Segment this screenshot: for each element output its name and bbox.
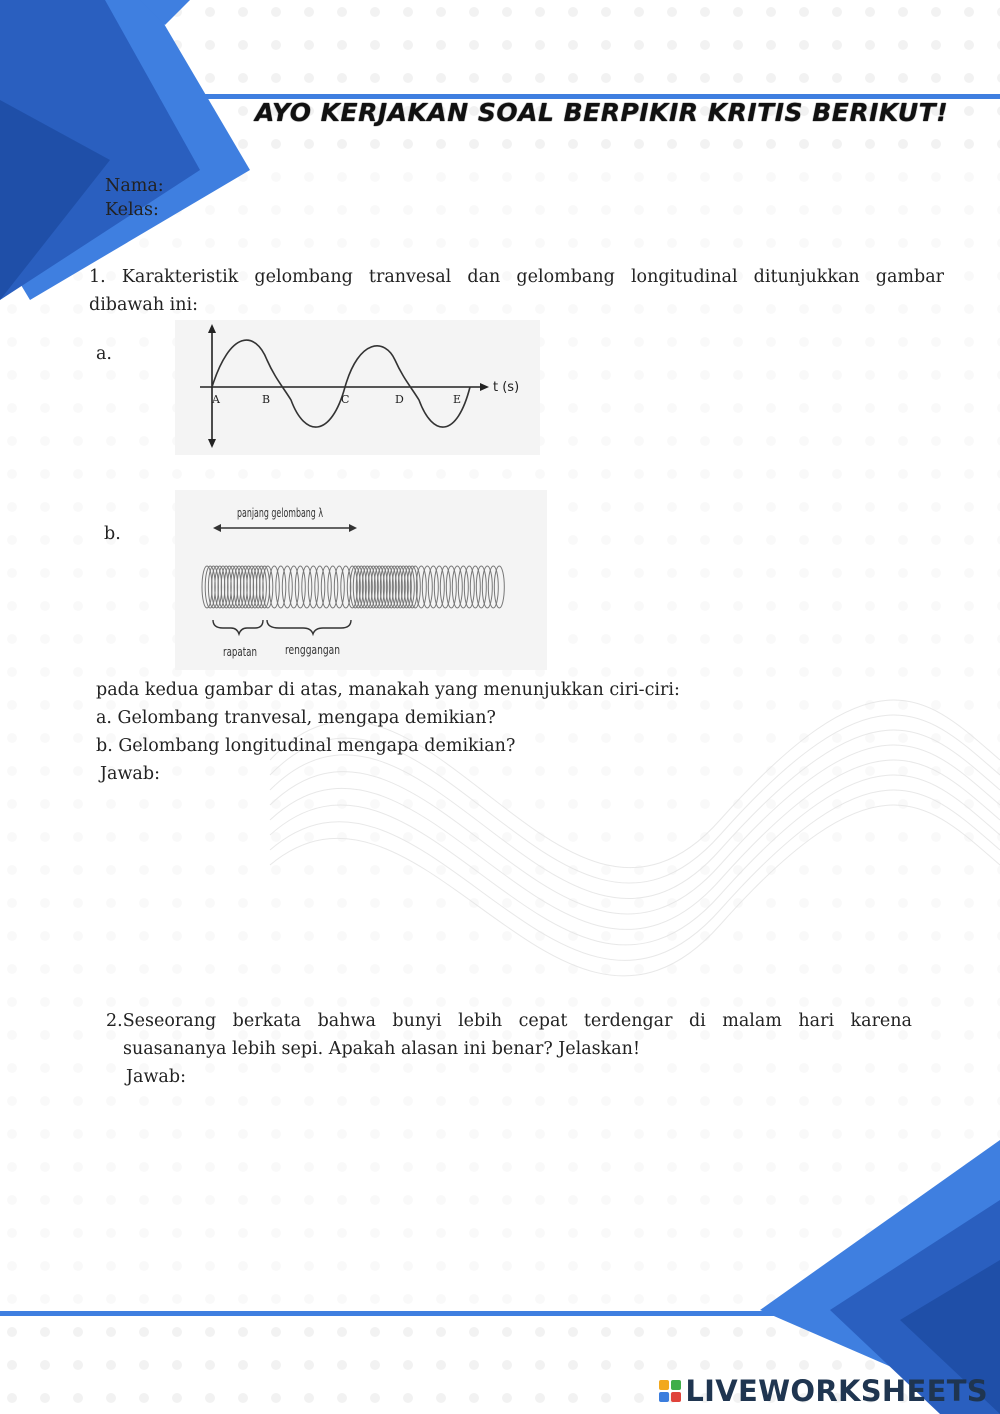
longitudinal-wave-graph [175,490,547,670]
spring-coil [440,566,450,608]
question2-text-line2: suasananya lebih sepi. Apakah alasan ini benar? Jelaskan! [123,1039,640,1059]
spring-coils [202,566,504,608]
spring-coil [482,566,492,608]
spring-coil [353,566,363,608]
spring-coil [458,566,468,608]
question2-text-line1: 2.Seseorang berkata bahwa bunyi lebih cepat terdengar di malam hari karena [106,1011,912,1031]
spring-coil [334,566,344,608]
point-label-b: B [262,393,271,406]
spring-coil [464,566,474,608]
transverse-wave-figure [175,320,540,455]
spring-coil [422,566,432,608]
spring-coil [282,566,292,608]
spring-coil [269,566,279,608]
spring-coil [350,566,360,608]
point-label-c: C [341,393,350,406]
question1-prompt: pada kedua gambar di atas, manakah yang menunjukkan ciri-ciri: [96,680,680,700]
spring-coil [276,566,286,608]
time-axis-label: t (s) [493,380,520,395]
sine-wave [212,340,470,427]
question1-text-line2: dibawah ini: [89,295,199,315]
point-label-e: E [453,393,462,406]
spring-coil [428,566,438,608]
rarefaction-label: renggangan [285,643,340,657]
question1-answer-label: Jawab: [100,764,160,784]
point-label-a: A [212,393,220,406]
spring-coil [488,566,498,608]
question1-item-a: a. Gelombang tranvesal, mengapa demikian? [96,708,496,728]
spring-coil [446,566,456,608]
spring-coil [470,566,480,608]
nama-label: Nama: [105,176,164,196]
question2-answer-label: Jawab: [126,1067,186,1087]
longitudinal-wave-figure [175,490,547,670]
liveworksheets-logo[interactable] [659,1374,988,1408]
question1-text-line1: 1. Karakteristik gelombang tranvesal dan gelombang longitudinal ditunjukkan gambar [89,267,944,287]
compression-brace [213,620,263,634]
spring-coil [321,566,331,608]
figure-a-label: a. [96,344,112,364]
spring-coil [341,566,351,608]
spring-coil [328,566,338,608]
point-label-d: D [395,393,404,406]
spring-coil [289,566,299,608]
spring-coil [347,566,357,608]
rarefaction-brace [267,620,351,634]
spring-coil [434,566,444,608]
figure-b-label: b. [104,524,121,544]
kelas-label: Kelas: [105,200,159,220]
spring-coil [302,566,312,608]
liveworksheets-logo-text: LIVEWORKSHEETS [685,1374,988,1408]
spring-coil [476,566,486,608]
compression-label: rapatan [223,645,257,659]
bottom-banner-line [0,1311,780,1316]
wavelength-label: panjang gelombang λ [237,506,323,520]
question1-item-b: b. Gelombang longitudinal mengapa demikian? [96,736,516,756]
spring-coil [452,566,462,608]
page-title: AYO KERJAKAN SOAL BERPIKIR KRITIS BERIKUT! [255,98,949,127]
spring-coil [315,566,325,608]
liveworksheets-logo-icon [659,1380,681,1402]
transverse-wave-graph [175,320,540,455]
spring-coil [494,566,504,608]
spring-coil [308,566,318,608]
spring-coil [295,566,305,608]
